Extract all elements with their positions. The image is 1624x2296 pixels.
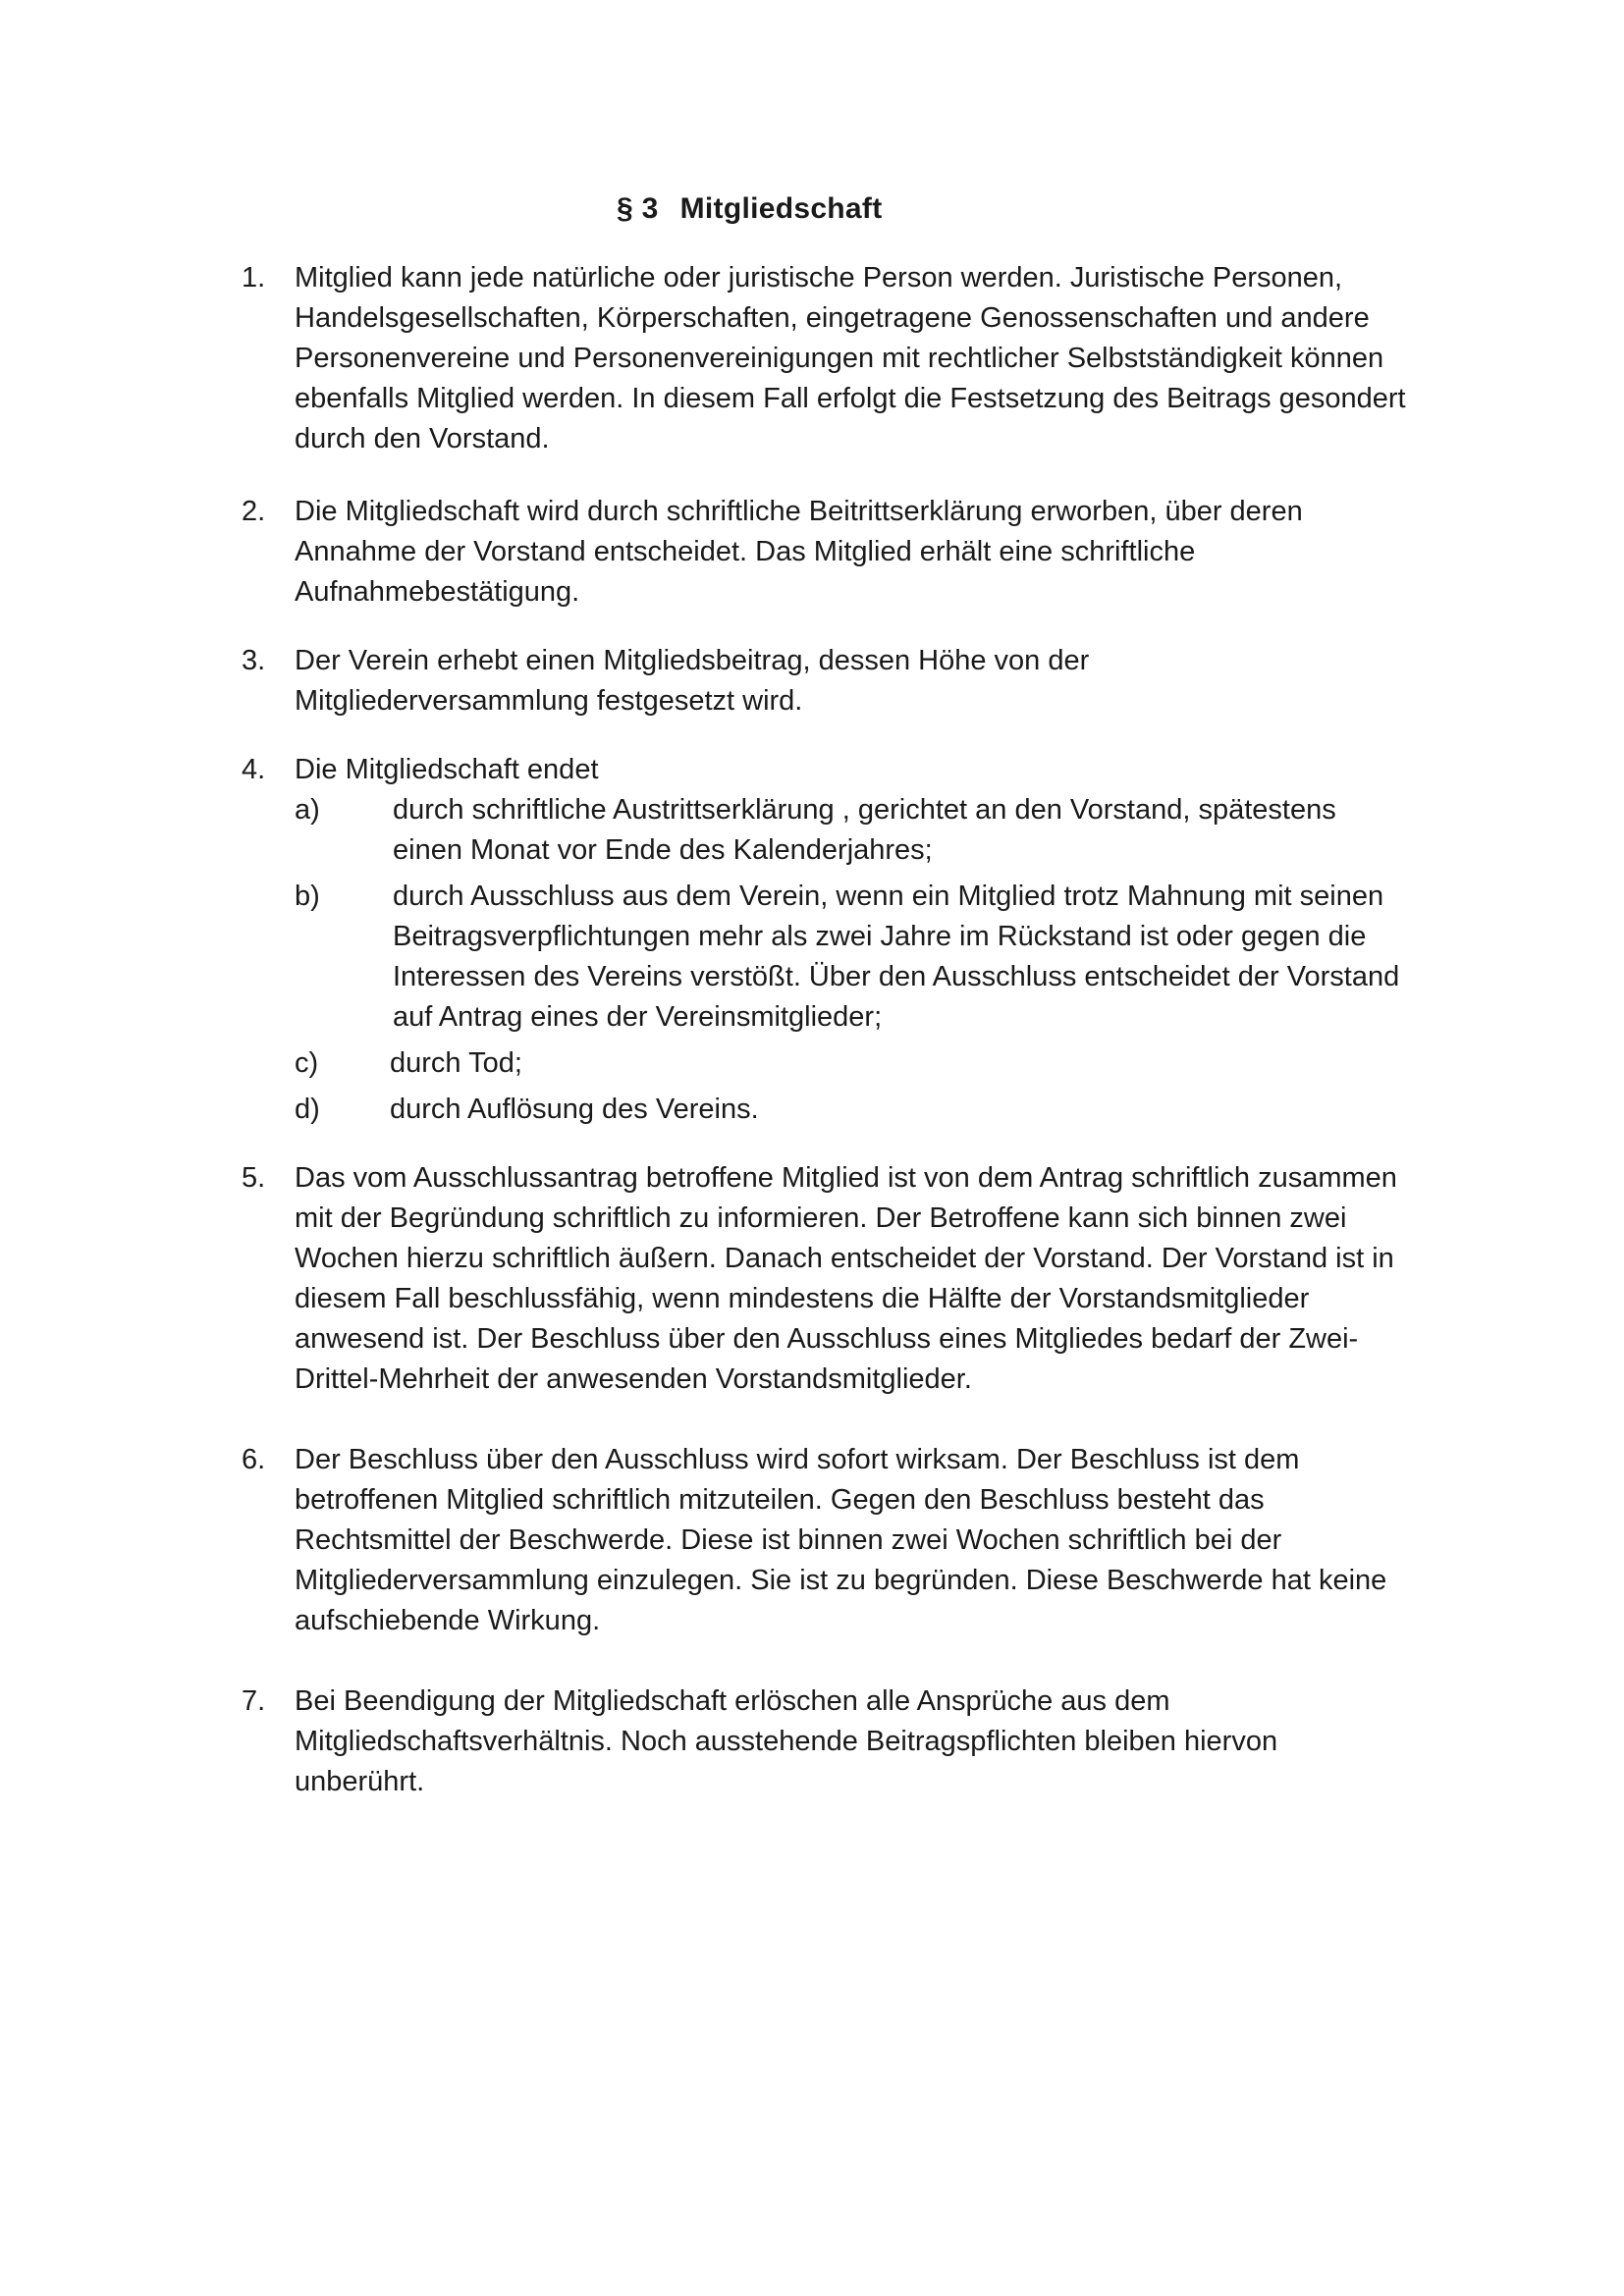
sub-item-a xyxy=(295,790,1538,871)
section-symbol: § 3 xyxy=(617,192,659,225)
list-number: 6. xyxy=(242,1444,266,1475)
list-text: Die Mitgliedschaft endet xyxy=(295,754,599,785)
list-number: 7. xyxy=(242,1685,266,1717)
list-text: Der Verein erhebt einen Mitgliedsbeitrag, dessen Höhe von der Mitgliederversammlung festgesetzt wird. xyxy=(295,645,1090,717)
sub-item-b xyxy=(295,877,1538,1038)
sub-item-text: durch schriftliche Austrittserklärung , gerichtet an den Vorstand, spätestens einen Monat vor Ende des Kalenderjahres; xyxy=(393,794,1336,866)
sub-item-letter: a) xyxy=(295,794,320,826)
list-item-6 xyxy=(242,1440,1538,1641)
section-heading xyxy=(617,192,883,226)
sub-item-c xyxy=(295,1043,1538,1084)
list-text: Die Mitgliedschaft wird durch schriftliche Beitrittserklärung erworben, über deren Annahme der Vorstand entscheidet. Das Mitglied erhält eine schriftliche Aufnahmebestätigung. xyxy=(295,496,1303,608)
sub-item-text: durch Tod; xyxy=(390,1047,522,1079)
sub-item-d xyxy=(295,1090,1538,1130)
list-text: Das vom Ausschlussantrag betroffene Mitglied ist von dem Antrag schriftlich zusammen mit der Begründung schriftlich zu informieren. Der Betroffene kann sich binnen zwei Wochen hierzu schriftlich äußern. Danach entscheidet der Vorstand. Der Vorstand ist in diesem Fall beschlussfähig, wenn mindestens die Hälfte der Vorstandsmitglieder anwesend ist. Der Beschluss über den Ausschluss eines Mitgliedes bedarf der Zwei- Drittel-Mehrheit der anwesenden Vorstandsmitglieder. xyxy=(295,1162,1397,1395)
list-item-7 xyxy=(242,1682,1538,1802)
sub-item-text: durch Auflösung des Vereins. xyxy=(390,1094,759,1125)
list-number: 5. xyxy=(242,1162,266,1194)
sub-item-letter: b) xyxy=(295,881,320,912)
section-title: Mitgliedschaft xyxy=(679,192,883,225)
list-item-4 xyxy=(242,750,1538,1130)
sub-item-letter: d) xyxy=(295,1094,320,1125)
list-item-3 xyxy=(242,641,1538,721)
list-number: 1. xyxy=(242,262,266,294)
list-number: 4. xyxy=(242,754,266,785)
list-item-5 xyxy=(242,1158,1538,1400)
list-text: Mitglied kann jede natürliche oder juristische Person werden. Juristische Personen, Handelsgesellschaften, Körperschaften, eingetragene Genossenschaften und andere Personenvereine und Personenvereinigungen mit rechtlicher Selbstständigkeit können ebenfalls Mitglied werden. In diesem Fall erfolgt die Festsetzung des Beitrags gesondert durch den Vorstand. xyxy=(295,262,1406,454)
sub-item-letter: c) xyxy=(295,1047,319,1079)
list-item-1 xyxy=(242,258,1538,459)
list-number: 3. xyxy=(242,645,266,676)
list-item-2 xyxy=(242,492,1538,613)
list-text: Bei Beendigung der Mitgliedschaft erlöschen alle Ansprüche aus dem Mitgliedschaftsverhältnis. Noch ausstehende Beitragspflichten bleiben hiervon unberührt. xyxy=(295,1685,1278,1797)
list-number: 2. xyxy=(242,496,266,527)
sub-item-text: durch Ausschluss aus dem Verein, wenn ein Mitglied trotz Mahnung mit seinen Beitragsverpflichtungen mehr als zwei Jahre im Rückstand ist oder gegen die Interessen des Vereins verstößt. Über den Ausschluss entscheidet der Vorstand auf Antrag eines der Vereinsmitglieder; xyxy=(393,881,1400,1033)
list-text: Der Beschluss über den Ausschluss wird sofort wirksam. Der Beschluss ist dem betroffenen Mitglied schriftlich mitzuteilen. Gegen den Beschluss besteht das Rechtsmittel der Beschwerde. Diese ist binnen zwei Wochen schriftlich bei der Mitgliederversammlung einzulegen. Sie ist zu begründen. Diese Beschwerde hat keine aufschiebende Wirkung. xyxy=(295,1444,1387,1636)
